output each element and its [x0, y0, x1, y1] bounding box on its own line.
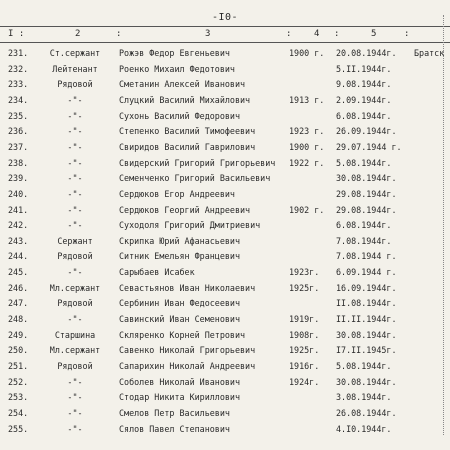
header-sep-4: : — [334, 29, 340, 39]
table-row — [0, 46, 450, 60]
row-rank: -"- — [67, 220, 83, 231]
row-number: 246. — [8, 282, 29, 293]
row-name: Сердюков Егор Андреевич — [119, 188, 235, 199]
row-year: 1919г. — [289, 314, 320, 325]
row-date: 29.08.1944г. — [336, 204, 397, 215]
table-row — [0, 328, 450, 342]
row-number: 248. — [8, 314, 29, 325]
row-number: 240. — [8, 188, 29, 199]
row-number: 236. — [8, 126, 29, 137]
row-name: Свидерский Григорий Григорьевич — [119, 157, 276, 168]
row-date: II.08.1944г. — [336, 298, 397, 309]
table-row — [0, 375, 450, 389]
row-name: Свиридов Василий Гаврилович — [119, 141, 256, 152]
table-row — [0, 249, 450, 263]
row-extra: Братск — [414, 48, 445, 58]
row-date: 26.09.1944г. — [336, 126, 397, 137]
table-row — [0, 109, 450, 123]
right-edge-mark — [443, 15, 447, 435]
table-row — [0, 406, 450, 420]
row-number: 249. — [8, 329, 29, 340]
header-col-2: 2 — [75, 29, 81, 39]
row-name: Ситник Емельян Францевич — [119, 251, 241, 262]
row-name: Смелов Петр Васильевич — [119, 407, 230, 418]
row-number: 235. — [8, 110, 29, 121]
table-row — [0, 203, 450, 217]
row-year: 1925г. — [289, 282, 320, 293]
row-name: Сарыбаев Исабек — [119, 267, 195, 278]
row-date: 30.08.1944г. — [336, 173, 397, 184]
row-rank: Ст.сержант — [49, 48, 101, 58]
row-rank: -"- — [67, 173, 83, 184]
row-rank: -"- — [67, 376, 83, 387]
row-year: 1923г. — [289, 267, 320, 278]
row-rank: Рядовой — [57, 298, 93, 309]
row-year: 1913 г. — [289, 94, 325, 105]
row-rank: -"- — [67, 392, 83, 403]
row-date: 5.08.1944г. — [336, 361, 392, 371]
row-year: 1908г. — [289, 329, 320, 340]
row-date: 5.08.1944г. — [336, 157, 392, 168]
header-sep-5: : — [404, 29, 410, 39]
row-name: Рожэв Федор Евгеньевич — [119, 48, 230, 58]
table-row — [0, 296, 450, 310]
row-date: 6.09.1944 г. — [336, 267, 397, 278]
row-date: 29.07.1944 г. — [336, 141, 402, 152]
table-row — [0, 171, 450, 185]
row-rank: -"- — [67, 314, 83, 325]
table-row — [0, 422, 450, 436]
row-date: 5.II.1944г. — [336, 63, 392, 74]
row-name: Степенко Василий Тимофеевич — [119, 126, 256, 137]
row-number: 255. — [8, 423, 29, 434]
row-name: Сметанин Алексей Иванович — [119, 79, 246, 90]
row-date: 7.08.1944г. — [336, 235, 392, 246]
row-name: Стодар Никита Кириллович — [119, 392, 241, 403]
header-col-4: 4 — [314, 29, 320, 39]
row-date: 6.08.1944г. — [336, 220, 392, 231]
row-name: Сухонь Василий Федорович — [119, 110, 241, 121]
row-rank: Рядовой — [57, 251, 93, 262]
row-name: Сапарихин Николай Андреевич — [119, 361, 256, 371]
row-name: Сялов Павел Степанович — [119, 423, 230, 434]
row-rank: Лейтенант — [52, 63, 98, 74]
row-date: II.II.1944г. — [336, 314, 397, 325]
row-date: 9.08.1944г. — [336, 79, 392, 90]
row-date: I7.II.1945г. — [336, 345, 397, 356]
table-row — [0, 218, 450, 232]
row-number: 238. — [8, 157, 29, 168]
table-row — [0, 93, 450, 107]
header-sep-3: : — [286, 29, 292, 39]
row-number: 247. — [8, 298, 29, 309]
row-number: 234. — [8, 94, 29, 105]
table-row — [0, 77, 450, 91]
row-year: 1923 г. — [289, 126, 325, 137]
table-row — [0, 343, 450, 357]
table-row — [0, 124, 450, 138]
row-date: 26.08.1944г. — [336, 407, 397, 418]
table-row — [0, 62, 450, 76]
row-date: 3.08.1944г. — [336, 392, 392, 403]
table-row — [0, 359, 450, 373]
table-row — [0, 234, 450, 248]
row-rank: -"- — [67, 267, 83, 278]
row-number: 233. — [8, 79, 29, 90]
row-number: 251. — [8, 361, 29, 371]
row-name: Семенченко Григорий Васильевич — [119, 173, 271, 184]
row-number: 237. — [8, 141, 29, 152]
row-number: 245. — [8, 267, 29, 278]
table-row — [0, 140, 450, 154]
row-name: Скляренко Корней Петрович — [119, 329, 246, 340]
table-header — [0, 29, 450, 41]
row-year: 1900 г. — [289, 141, 325, 152]
row-name: Слуцкий Василий Михайлович — [119, 94, 251, 105]
row-name: Суходоля Григорий Дмитриевич — [119, 220, 261, 231]
row-number: 231. — [8, 48, 29, 58]
row-number: 244. — [8, 251, 29, 262]
row-rank: -"- — [67, 407, 83, 418]
row-name: Савенко Николай Григорьевич — [119, 345, 256, 356]
row-date: 20.08.1944г. — [336, 48, 397, 58]
row-rank: -"- — [67, 423, 83, 434]
row-name: Севастьянов Иван Николаевич — [119, 282, 256, 293]
row-rank: -"- — [67, 141, 83, 152]
table-row — [0, 265, 450, 279]
row-number: 241. — [8, 204, 29, 215]
row-rank: -"- — [67, 204, 83, 215]
row-rank: Мл.сержант — [49, 345, 101, 356]
row-year: 1925г. — [289, 345, 320, 356]
table-row — [0, 187, 450, 201]
row-number: 250. — [8, 345, 29, 356]
row-number: 232. — [8, 63, 29, 74]
row-year: 1924г. — [289, 376, 320, 387]
row-year: 1902 г. — [289, 204, 325, 215]
row-rank: Рядовой — [57, 79, 93, 90]
row-name: Сербинин Иван Федосеевич — [119, 298, 241, 309]
header-col-5: 5 — [371, 29, 377, 39]
row-date: 2.09.1944г. — [336, 94, 392, 105]
row-rank: Рядовой — [57, 361, 93, 371]
row-number: 243. — [8, 235, 29, 246]
header-sep-2: : — [116, 29, 122, 39]
table-row — [0, 390, 450, 404]
row-rank: -"- — [67, 188, 83, 199]
row-rank: -"- — [67, 110, 83, 121]
row-number: 253. — [8, 392, 29, 403]
row-rank: Мл.сержант — [49, 282, 101, 293]
table-row — [0, 312, 450, 326]
row-name: Скрипка Юрий Афанасьевич — [119, 235, 241, 246]
row-rank: Старшина — [54, 329, 96, 340]
row-number: 252. — [8, 376, 29, 387]
header-bottom-rule — [0, 42, 450, 43]
row-name: Савинский Иван Семенович — [119, 314, 241, 325]
table-row — [0, 156, 450, 170]
row-rank: Сержант — [57, 235, 93, 246]
row-name: Сердюков Георгий Андреевич — [119, 204, 251, 215]
row-rank: -"- — [67, 157, 83, 168]
row-name: Соболев Николай Иванович — [119, 376, 241, 387]
row-rank: -"- — [67, 126, 83, 137]
row-number: 254. — [8, 407, 29, 418]
header-top-rule — [0, 26, 450, 27]
row-year: 1916г. — [289, 361, 320, 371]
row-number: 239. — [8, 173, 29, 184]
page-number: -I0- — [211, 12, 239, 23]
row-year: 1922 г. — [289, 157, 325, 168]
row-date: 4.I0.1944г. — [336, 423, 392, 434]
row-date: 29.08.1944г. — [336, 188, 397, 199]
header-col-3: 3 — [205, 29, 211, 39]
row-year: 1900 г. — [289, 48, 325, 58]
row-date: 7.08.1944 г. — [336, 251, 397, 262]
row-date: 30.08.1944г. — [336, 329, 397, 340]
row-name: Роенко Михаил Федотович — [119, 63, 235, 74]
header-col-1: I : — [8, 29, 25, 39]
row-number: 242. — [8, 220, 29, 231]
row-rank: -"- — [67, 94, 83, 105]
row-date: 16.09.1944г. — [336, 282, 397, 293]
row-date: 6.08.1944г. — [336, 110, 392, 121]
row-date: 30.08.1944г. — [336, 376, 397, 387]
table-row — [0, 281, 450, 295]
